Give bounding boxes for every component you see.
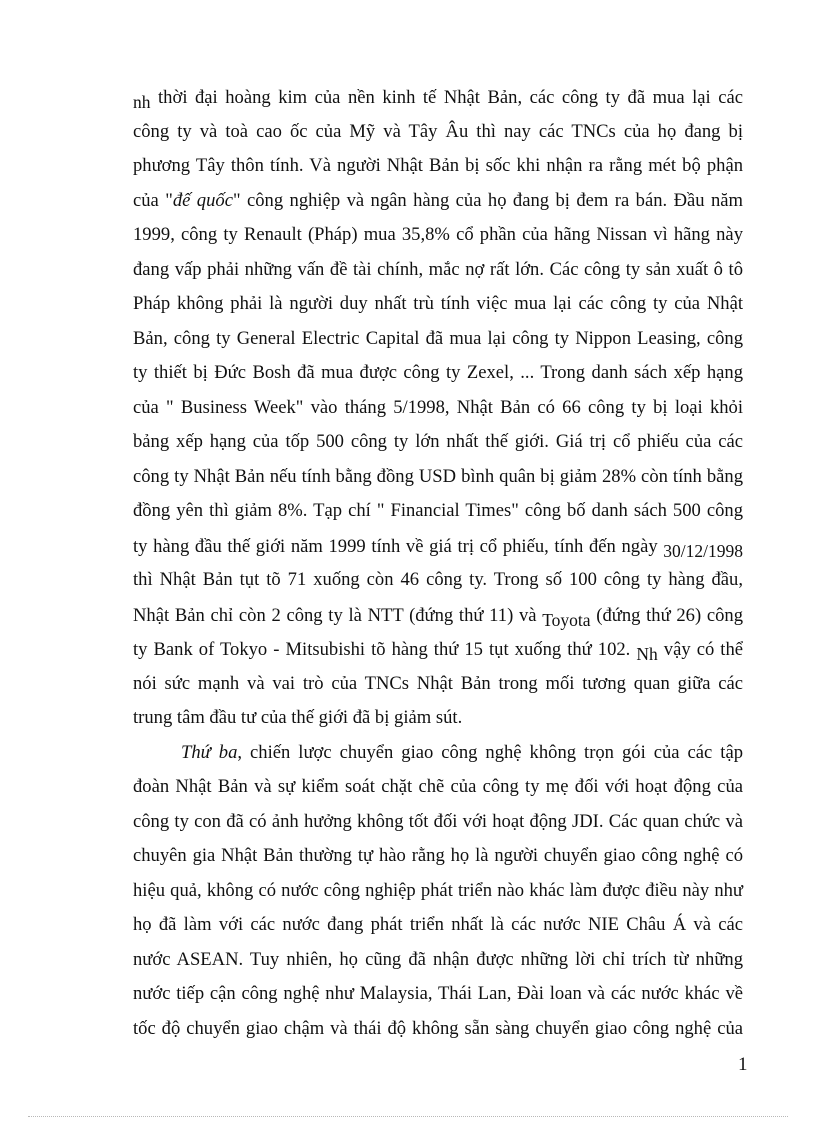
text-line: bảng xếp hạng của tốp 500 công ty lớn nhất thế giới. Giá trị cổ phiếu của các [133,431,743,452]
text-line: chuyên gia Nhật Bản thường tự hào rằng họ là người chuyển giao công nghệ có [133,845,743,866]
text-line: công ty và toà cao ốc của Mỹ và Tây Âu thì nay các TNCs của họ đang bị [133,120,743,142]
text-line: trung tâm đầu tư của thế giới đã bị giảm sút. [133,707,463,728]
text-line: họ đã làm với các nước đang phát triển nhất là các nước NIE Châu Á và các [133,914,743,935]
text-line: phương Tây thôn tính. Và người Nhật Bản bị sốc khi nhận ra rằng mét bộ phận [133,155,743,176]
text-line: Bản, công ty General Electric Capital đã mua lại công ty Nippon Leasing, công [133,327,743,349]
text-line: Nhật Bản chỉ còn 2 công ty là NTT (đứng thứ 11) và Toyota (đứng thứ 26) công [133,604,744,630]
text-line: 1999, công ty Renault (Pháp) mua 35,8% cổ phần của hãng Nissan vì hãng này [133,224,743,245]
text-line: ty Bank of Tokyo - Mitsubishi tõ hàng thứ 15 tụt xuống thứ 102. Nh vậy có thể [133,639,744,664]
text-line: hiệu quả, không có nước công nghiệp phát triển nào khác làm được điều này như [133,879,743,901]
text-line: của " Business Week" vào tháng 5/1998, Nhật Bản có 66 công ty bị loại khỏi [133,396,743,418]
text-line: đoàn Nhật Bản và sự kiểm soát chặt chẽ của công ty mẹ đối với hoạt động của [133,776,743,797]
text-line: của "đế quốc" công nghiệp và ngân hàng của họ đang bị đem ra bán. Đầu năm [133,189,744,211]
text-line: ty hàng đầu thế giới năm 1999 tính về giá trị cổ phiếu, tính đến ngày 30/12/1998 [133,535,743,561]
text-line: đồng yên thì giảm 8%. Tạp chí " Financial Times" công bố danh sách 500 công [133,500,743,521]
text-line: đang vấp phải những vấn đề tài chính, mắc nợ rất lớn. Các công ty sản xuất ô tô [133,258,743,280]
text-line: nước tiếp cận công nghệ như Malaysia, Thái Lan, Đài loan và các nước khác về [133,983,743,1004]
text-line: Pháp không phải là người duy nhất trù tính việc mua lại các công ty của Nhật [133,293,743,314]
text-line: nước ASEAN. Tuy nhiên, họ cũng đã nhận được những lời chỉ trích từ những [133,948,743,970]
text-line: nh thời đại hoàng kim của nền kinh tế Nhật Bản, các công ty đã mua lại các [133,87,743,112]
text-line: công ty Nhật Bản nếu tính bằng đồng USD bình quân bị giảm 28% còn tính bằng [133,465,743,487]
page-number: 1 [738,1054,748,1075]
page-bottom-divider [28,1116,788,1117]
paragraph-start-line: Thứ ba, chiến lược chuyển giao công nghệ không trọn gói của các tập [181,741,743,763]
text-line: công ty con đã có ảnh hưởng không tốt đối với hoạt động JDI. Các quan chức và [133,810,743,832]
text-line: thì Nhật Bản tụt tõ 71 xuống còn 46 công ty. Trong số 100 công ty hàng đầu, [133,569,743,590]
text-line: ty thiết bị Đức Bosh đã mua được công ty Zexel, ... Trong danh sách xếp hạng [133,362,743,383]
text-line: tốc độ chuyển giao chậm và thái độ không sẵn sàng chuyển giao công nghệ của [133,1017,743,1039]
text-line: nói sức mạnh và vai trò của TNCs Nhật Bản trong mối tương quan giữa các [133,672,743,694]
